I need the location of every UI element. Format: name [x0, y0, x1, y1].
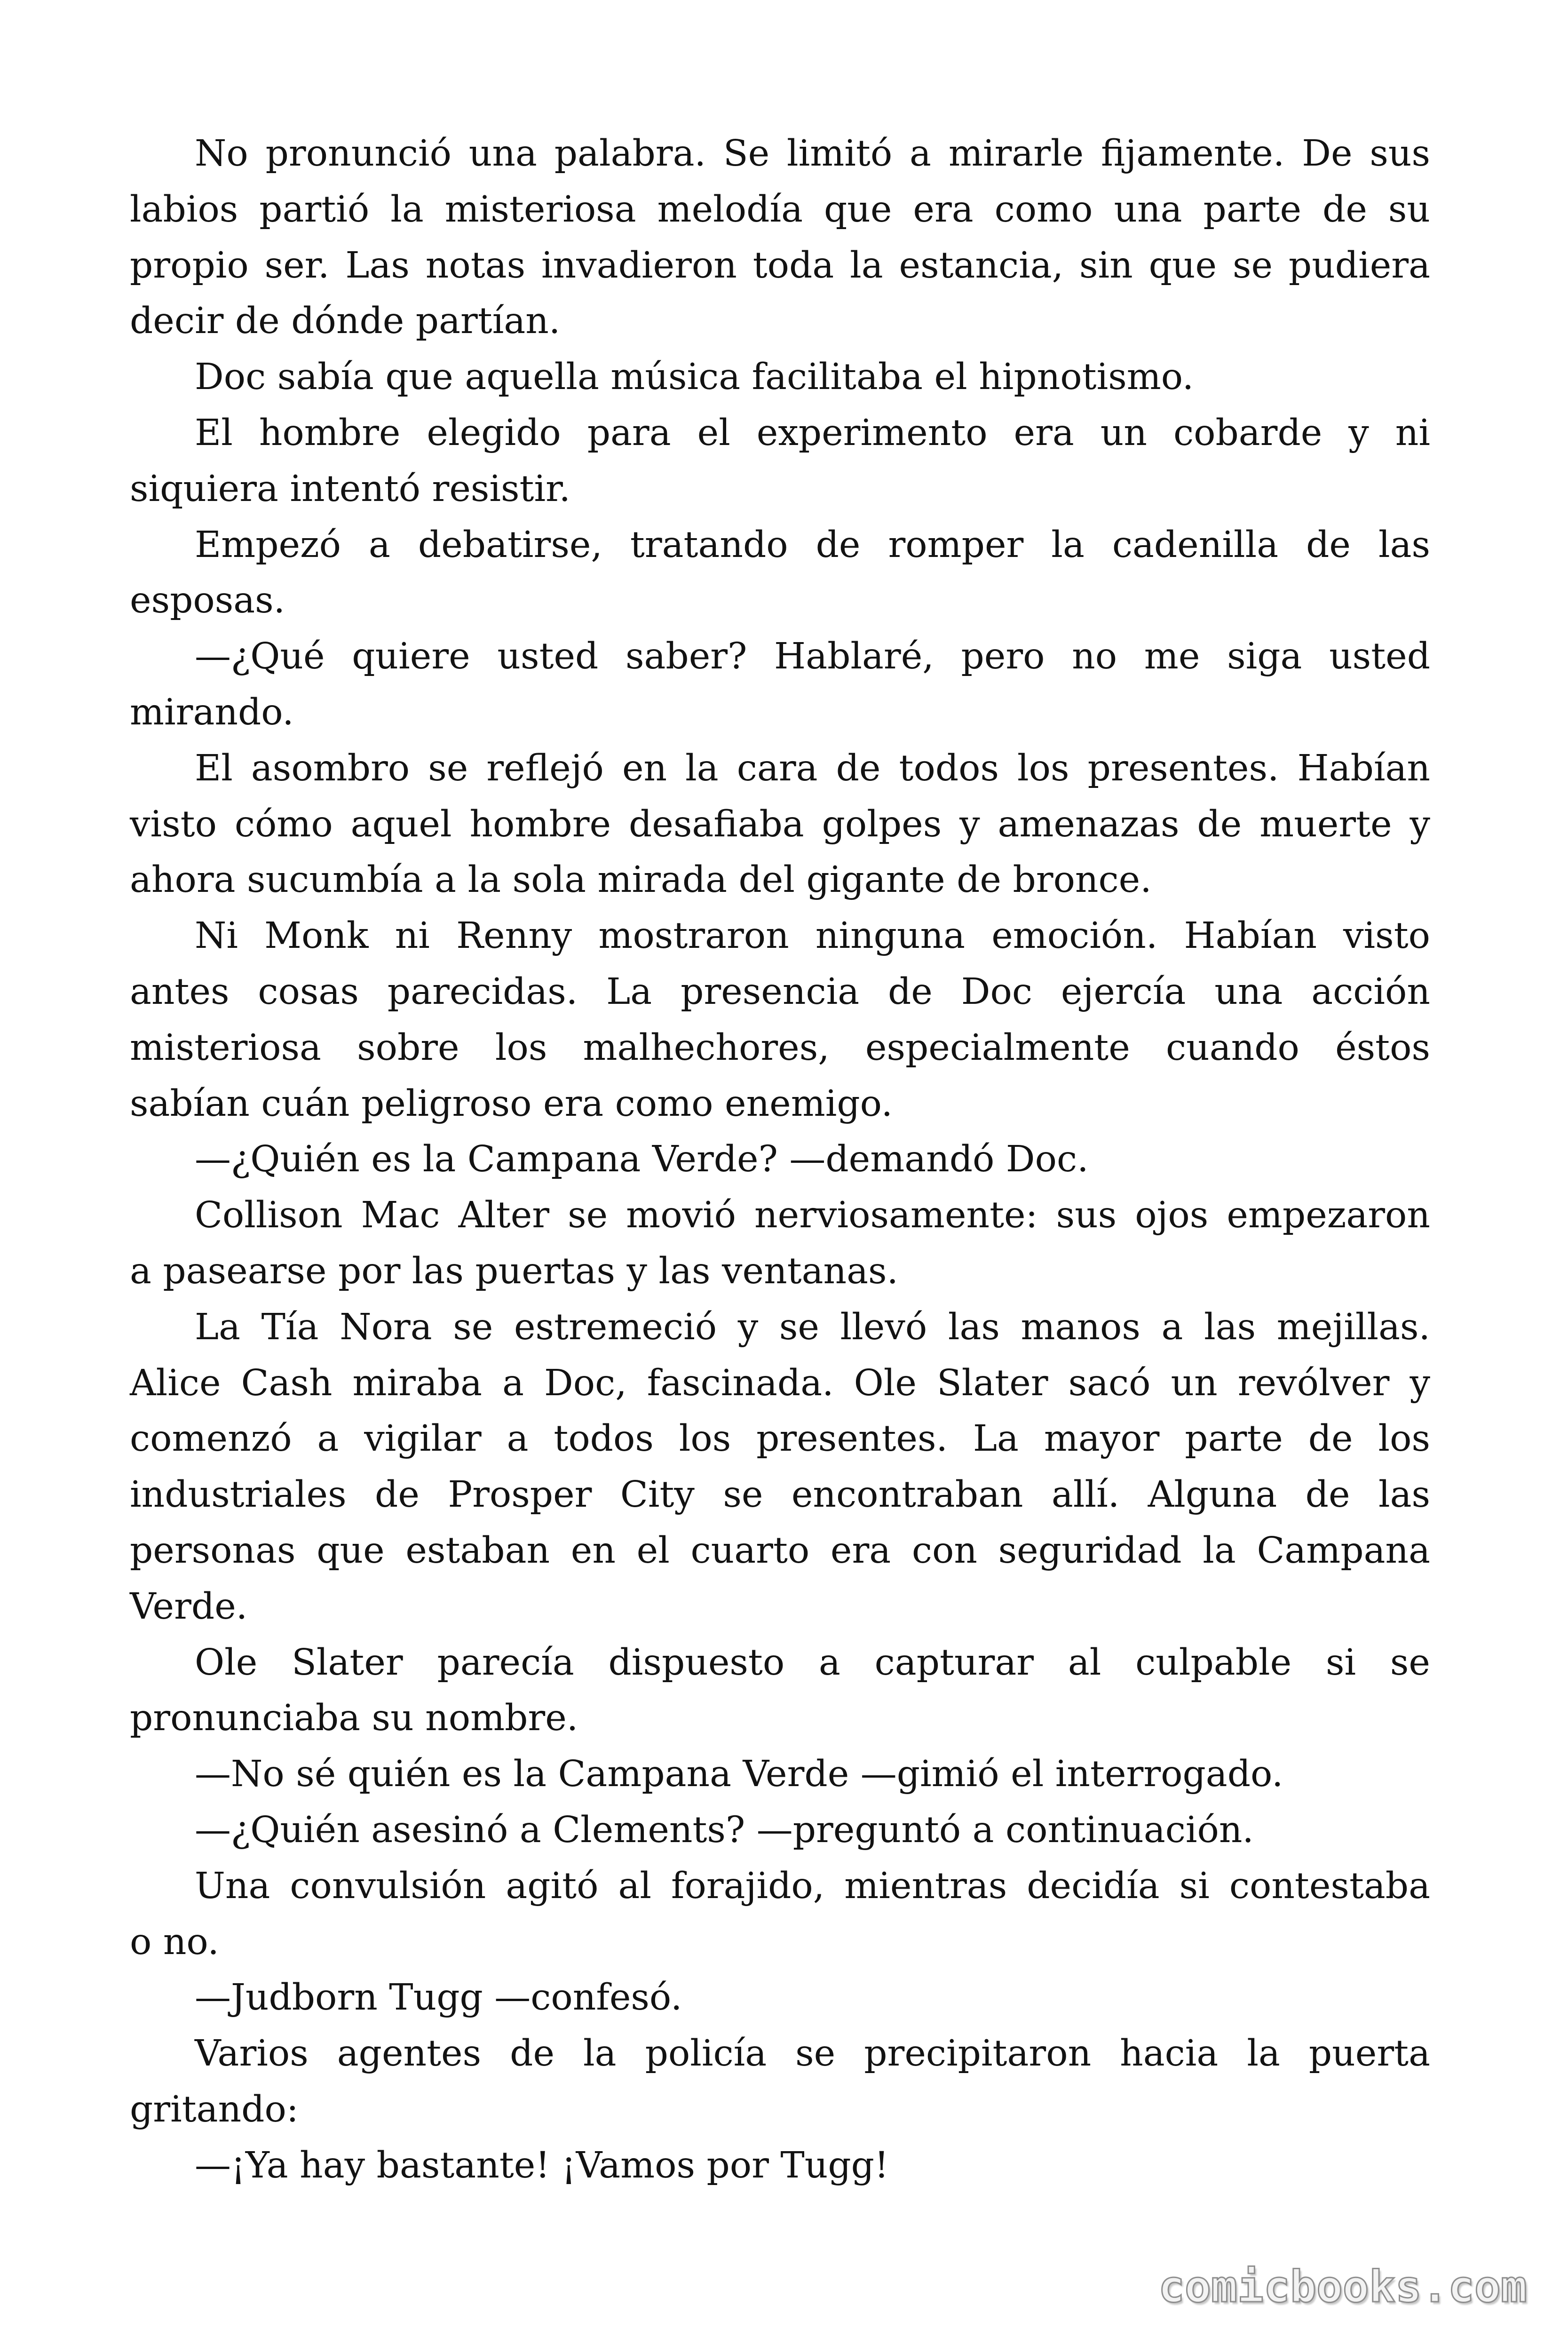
dialogue-paragraph	[130, 1803, 1430, 1859]
text-line: personas que estaban en el cuarto era con seguridad la Campana	[130, 1529, 1430, 1572]
text-line: Doc sabía que aquella música facilitaba el hipnotismo.	[195, 356, 1194, 398]
text-line: o no.	[130, 1921, 219, 1963]
text-line: Una convulsión agitó al forajido, mientras decidía si contestaba	[195, 1865, 1430, 1907]
text-line: —No sé quién es la Campana Verde —gimió el interrogado.	[195, 1753, 1283, 1796]
text-line: Collison Mac Alter se movió nerviosamente: sus ojos empezaron	[195, 1194, 1430, 1237]
text-line: decir de dónde partían.	[130, 300, 561, 342]
paragraph	[130, 908, 1430, 1132]
paragraph	[130, 2026, 1430, 2138]
text-line: esposas.	[130, 580, 285, 622]
text-line: No pronunció una palabra. Se limitó a mirarle fijamente. De sus	[195, 133, 1430, 175]
paragraph	[130, 1300, 1430, 1635]
text-line: —¿Quién es la Campana Verde? —demandó Doc.	[195, 1138, 1089, 1181]
text-line: —Judborn Tugg —confesó.	[195, 1977, 682, 2019]
text-line: Ni Monk ni Renny mostraron ninguna emoción. Habían visto	[195, 915, 1430, 957]
text-line: visto cómo aquel hombre desafiaba golpes y amenazas de muerte y	[130, 803, 1430, 845]
text-line: sabían cuán peligroso era como enemigo.	[130, 1082, 893, 1125]
text-line: comenzó a vigilar a todos los presentes. La mayor parte de los	[130, 1418, 1430, 1460]
text-line: Alice Cash miraba a Doc, fascinada. Ole Slater sacó un revólver y	[130, 1362, 1430, 1404]
text-line: ahora sucumbía a la sola mirada del gigante de bronce.	[130, 859, 1152, 901]
text-line: Verde.	[130, 1585, 248, 1628]
watermark: comicbooks.com	[1158, 2261, 1527, 2312]
book-page-text	[130, 126, 1430, 2193]
text-line: Ole Slater parecía dispuesto a capturar al culpable si se	[195, 1641, 1430, 1684]
text-line: propio ser. Las notas invadieron toda la estancia, sin que se pudiera	[130, 244, 1430, 286]
dialogue-paragraph	[130, 1970, 1430, 2026]
paragraph	[130, 1188, 1430, 1300]
paragraph	[130, 126, 1430, 350]
dialogue-paragraph	[130, 2138, 1430, 2194]
paragraph	[130, 1635, 1430, 1747]
text-line: —¿Quién asesinó a Clements? —preguntó a continuación.	[195, 1809, 1254, 1851]
paragraph	[130, 405, 1430, 517]
paragraph	[130, 741, 1430, 908]
text-line: El asombro se reflejó en la cara de todos los presentes. Habían	[195, 747, 1430, 789]
paragraph	[130, 350, 1430, 405]
dialogue-paragraph	[130, 1132, 1430, 1188]
text-line: antes cosas parecidas. La presencia de Doc ejercía una acción	[130, 970, 1430, 1013]
text-line: a pasearse por las puertas y las ventanas.	[130, 1250, 898, 1292]
text-line: El hombre elegido para el experimento era un cobarde y ni	[195, 412, 1430, 454]
paragraph	[130, 1859, 1430, 1971]
text-line: pronunciaba su nombre.	[130, 1697, 578, 1740]
dialogue-paragraph	[130, 629, 1430, 741]
text-line: Empezó a debatirse, tratando de romper la cadenilla de las	[195, 524, 1430, 566]
dialogue-paragraph	[130, 1747, 1430, 1803]
text-line: labios partió la misteriosa melodía que era como una parte de su	[130, 188, 1430, 230]
text-line: La Tía Nora se estremeció y se llevó las manos a las mejillas.	[195, 1306, 1430, 1348]
text-line: misteriosa sobre los malhechores, especialmente cuando éstos	[130, 1026, 1430, 1069]
text-line: Varios agentes de la policía se precipitaron hacia la puerta	[195, 2033, 1430, 2075]
text-line: siquiera intentó resistir.	[130, 468, 570, 510]
text-line: mirando.	[130, 691, 294, 733]
paragraph	[130, 517, 1430, 629]
text-line: —¡Ya hay bastante! ¡Vamos por Tugg!	[195, 2144, 889, 2186]
text-line: gritando:	[130, 2088, 299, 2130]
text-line: industriales de Prosper City se encontraban allí. Alguna de las	[130, 1474, 1430, 1516]
text-line: —¿Qué quiere usted saber? Hablaré, pero no me siga usted	[195, 636, 1430, 678]
